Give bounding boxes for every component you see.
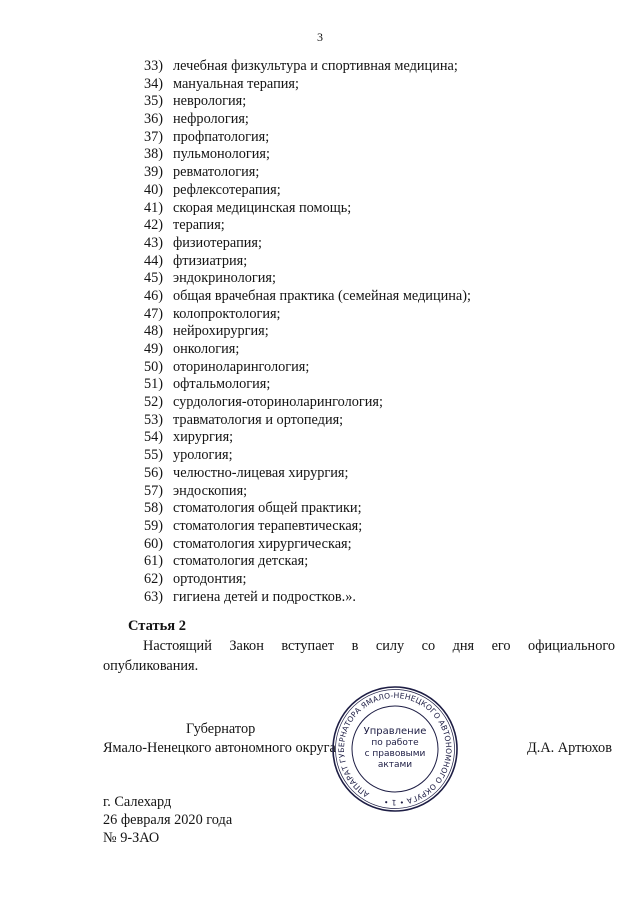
- list-item: [120, 76, 471, 94]
- list-item-text: эндокринология;: [173, 270, 276, 287]
- page-number: 3: [317, 30, 323, 44]
- list-item-text: травматология и ортопедия;: [173, 411, 344, 428]
- list-item-text: рефлексотерапия;: [173, 181, 281, 198]
- list-item-number: 35): [143, 93, 163, 110]
- list-item-text: урология;: [173, 447, 233, 464]
- seal-center-line2: по работе: [371, 738, 419, 748]
- list-item-number: 43): [143, 234, 163, 251]
- governor-region: Ямало-Ненецкого автономного округа: [103, 740, 336, 756]
- list-item-text: стоматология терапевтическая;: [173, 517, 363, 534]
- list-item-number: 54): [143, 429, 163, 446]
- list-item-text: колопроктология;: [173, 305, 281, 322]
- list-item-number: 55): [143, 447, 163, 464]
- list-item-text: физиотерапия;: [173, 234, 262, 251]
- list-item-number: 36): [143, 111, 163, 128]
- list-item-number: 44): [143, 252, 163, 269]
- list-item: [120, 589, 471, 607]
- seal-center-line4: актами: [377, 760, 413, 770]
- list-item: [120, 500, 471, 518]
- list-item-number: 34): [143, 75, 163, 92]
- list-item: [120, 536, 471, 554]
- list-item: [120, 270, 471, 288]
- list-item-number: 42): [143, 217, 163, 234]
- list-item-text: ревматология;: [173, 164, 260, 181]
- list-item: [120, 235, 471, 253]
- list-item-number: 40): [143, 181, 163, 198]
- list-item: [120, 164, 471, 182]
- list-item-number: 37): [143, 128, 163, 145]
- list-item: [120, 394, 471, 412]
- list-item: [120, 129, 471, 147]
- signing-date: 26 февраля 2020 года: [103, 812, 233, 828]
- list-item: [120, 553, 471, 571]
- list-item: [120, 217, 471, 235]
- list-item: [120, 306, 471, 324]
- list-item-number: 61): [143, 553, 163, 570]
- list-item-number: 62): [143, 570, 163, 587]
- list-item-number: 58): [143, 500, 163, 517]
- list-item: [120, 111, 471, 129]
- list-item-text: лечебная физкультура и спортивная медицина;: [173, 58, 458, 74]
- list-item-text: онкология;: [173, 341, 240, 357]
- list-item-number: 53): [143, 411, 163, 428]
- list-item-text: мануальная терапия;: [173, 75, 299, 92]
- list-item-number: 63): [143, 588, 163, 605]
- list-item-number: 52): [143, 394, 163, 411]
- list-item: [120, 253, 471, 271]
- list-item-number: 33): [143, 58, 163, 74]
- specialty-list: [120, 58, 471, 606]
- list-item: [120, 288, 471, 306]
- list-item: [120, 146, 471, 164]
- seal-center-line1: Управление: [363, 726, 427, 737]
- list-item-text: сурдология-оториноларингология;: [173, 394, 383, 411]
- place-of-signing: г. Салехард: [103, 794, 172, 810]
- list-item-text: нейрохирургия;: [173, 323, 269, 340]
- list-item-text: гигиена детей и подростков.».: [173, 588, 356, 605]
- list-item-text: фтизиатрия;: [173, 252, 248, 269]
- list-item: [120, 465, 471, 483]
- official-seal: [330, 684, 460, 814]
- list-item-number: 60): [143, 535, 163, 552]
- list-item-text: скорая медицинская помощь;: [173, 199, 352, 216]
- article-title: Статья 2: [128, 618, 186, 634]
- list-item-text: неврология;: [173, 93, 247, 110]
- list-item-number: 46): [143, 287, 163, 304]
- list-item: [120, 182, 471, 200]
- list-item-text: челюстно-лицевая хирургия;: [173, 464, 349, 481]
- list-item-number: 57): [143, 482, 163, 499]
- list-item-text: терапия;: [173, 217, 225, 234]
- list-item: [120, 429, 471, 447]
- list-item: [120, 93, 471, 111]
- list-item-text: общая врачебная практика (семейная медицина);: [173, 287, 471, 304]
- list-item-number: 38): [143, 146, 163, 163]
- list-item-text: хирургия;: [173, 429, 234, 446]
- list-item-text: стоматология детская;: [173, 553, 309, 570]
- list-item: [120, 483, 471, 501]
- list-item-text: нефрология;: [173, 111, 249, 128]
- list-item: [120, 200, 471, 218]
- list-item-text: эндоскопия;: [173, 482, 248, 499]
- list-item: [120, 376, 471, 394]
- list-item: [120, 341, 471, 359]
- seal-center-line3: с правовыми: [364, 749, 426, 759]
- list-item: [120, 412, 471, 430]
- law-number: № 9-ЗАО: [103, 830, 160, 846]
- list-item: [120, 323, 471, 341]
- article-text-continuation: опубликования.: [103, 658, 199, 674]
- list-item: [120, 447, 471, 465]
- list-item: [120, 359, 471, 377]
- list-item-number: 48): [143, 323, 163, 340]
- list-item-number: 41): [143, 199, 163, 216]
- governor-title: Губернатор: [186, 721, 256, 737]
- list-item: [120, 518, 471, 536]
- list-item-text: стоматология хирургическая;: [173, 535, 352, 552]
- list-item-number: 39): [143, 164, 163, 181]
- list-item-number: 45): [143, 270, 163, 287]
- seal-ring-text: АППАРАТ ГУБЕРНАТОРА ЯМАЛО-НЕНЕЦКОГО АВТОНОМНОГО ОКРУГА • 1 •: [336, 690, 454, 808]
- list-item: [120, 571, 471, 589]
- list-item-text: пульмонология;: [173, 146, 270, 163]
- list-item: [120, 58, 471, 76]
- list-item-number: 56): [143, 464, 163, 481]
- list-item-number: 50): [143, 358, 163, 375]
- list-item-number: 49): [143, 341, 163, 357]
- list-item-text: ортодонтия;: [173, 570, 247, 587]
- list-item-text: офтальмология;: [173, 376, 271, 393]
- list-item-number: 51): [143, 376, 163, 393]
- list-item-text: стоматология общей практики;: [173, 500, 362, 517]
- article-text: Настоящий Закон вступает в силу со дня его официального: [143, 638, 615, 654]
- list-item-number: 47): [143, 305, 163, 322]
- list-item-text: профпатология;: [173, 128, 270, 145]
- list-item-text: оториноларингология;: [173, 358, 310, 375]
- governor-name: Д.А. Артюхов: [527, 740, 612, 756]
- list-item-number: 59): [143, 517, 163, 534]
